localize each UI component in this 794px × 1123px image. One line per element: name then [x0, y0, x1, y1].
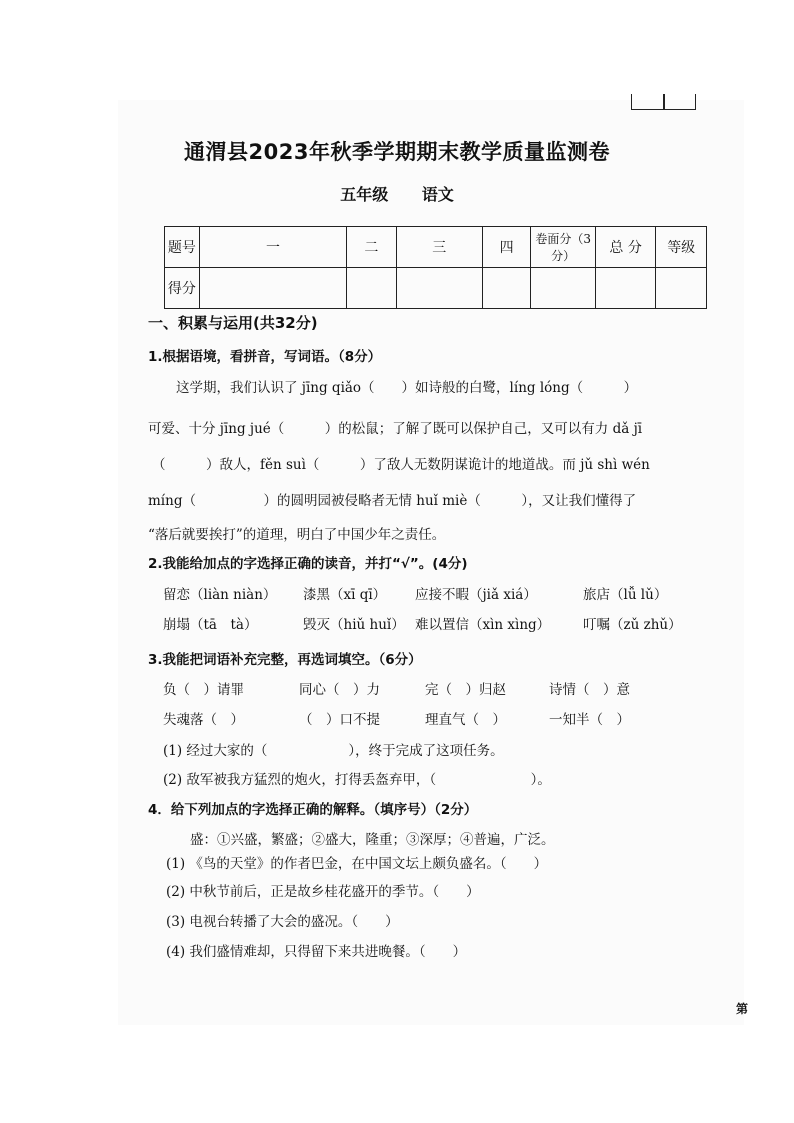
table-header-cell: 等级 [656, 227, 707, 268]
table-header-cell: 一 [199, 227, 346, 268]
question-2-row [163, 583, 667, 603]
question-4-item[interactable]: (3) 电视台转播了大会的盛况。（ ） [166, 914, 399, 930]
score-cell[interactable] [531, 268, 596, 309]
question-2-row [163, 613, 682, 633]
pinyin-choice[interactable]: 毁灭（hiǔ huǐ） [303, 617, 405, 633]
question-1-title: 1.根据语境，看拼音，写词语。（8分） [148, 349, 382, 365]
definition-list: 盛：①兴盛，繁盛；②盛大，隆重；③深厚；④普遍，广泛。 [190, 832, 555, 848]
question-2-title: 2.我能给加点的字选择正确的读音，并打“√”。(4分) [148, 556, 468, 572]
table-row-label: 得分 [165, 268, 200, 309]
score-cell[interactable] [199, 268, 346, 309]
idiom-blank[interactable]: 失魂落（ ） [163, 712, 244, 728]
pinyin-choice[interactable]: 应接不暇（jiǎ xiá） [415, 587, 537, 603]
section-heading: 一、积累与运用(共32分) [148, 314, 318, 332]
score-cell[interactable] [347, 268, 397, 309]
question-1-line: míng（ ）的圆明园被侵略者无情 huǐ miè（ ），又让我们懂得了 [148, 493, 637, 509]
seat-number-box [631, 94, 696, 110]
pinyin-choice[interactable]: 难以置信（xìn xìng） [415, 617, 551, 633]
exam-title: 通渭县2023年秋季学期期末教学质量监测卷 [184, 140, 610, 164]
pinyin-choice[interactable]: 崩塌（tā tà） [163, 617, 258, 633]
question-3-row [163, 678, 630, 698]
question-4-item[interactable]: (4) 我们盛情难却，只得留下来共进晚餐。（ ） [166, 944, 467, 960]
score-cell[interactable] [396, 268, 482, 309]
table-header-cell: 三 [396, 227, 482, 268]
table-header-cell: 四 [482, 227, 531, 268]
exam-subtitle [0, 182, 794, 205]
question-1-line: “落后就要挨打”的道理，明白了中国少年之责任。 [148, 527, 446, 543]
table-header-cell: 二 [347, 227, 397, 268]
question-4-item[interactable]: (1) 《鸟的天堂》的作者巴金，在中国文坛上颇负盛名。（ ） [166, 856, 548, 872]
question-3-row [163, 708, 630, 728]
question-1-line: 可爱、十分 jīng jué（ ）的松鼠；了解了既可以保护自己，又可以有力 dǎ jī [148, 421, 643, 437]
question-1-line: （ ）敌人，fěn suì（ ）了敌人无数阴谋诡计的地道战。而 jǔ shì wén [152, 457, 650, 473]
question-3-title: 3.我能把词语补充完整，再选词填空。（6分） [148, 652, 422, 668]
pinyin-choice[interactable]: 叮嘱（zǔ zhǔ） [583, 617, 682, 633]
fill-sentence[interactable]: (1) 经过大家的（ ），终于完成了这项任务。 [163, 743, 504, 759]
idiom-blank[interactable]: 完（ ）归赵 [425, 682, 506, 698]
table-header-cell: 题号 [165, 227, 200, 268]
pinyin-choice[interactable]: 漆黑（xī qī） [303, 587, 387, 603]
score-cell[interactable] [656, 268, 707, 309]
idiom-blank[interactable]: 一知半（ ） [549, 712, 630, 728]
pinyin-choice[interactable]: 留恋（liàn niàn） [163, 587, 277, 603]
question-1-line: 这学期，我们认识了 jīng qiǎo（ ）如诗般的白鹭，líng lóng（ ） [176, 380, 638, 396]
question-4-item[interactable]: (2) 中秋节前后，正是故乡桂花盛开的季节。（ ） [166, 884, 480, 900]
subject-label: 语文 [421, 185, 454, 204]
table-header-cell: 卷面分（3分） [531, 227, 596, 268]
table-header-cell: 总 分 [595, 227, 655, 268]
pinyin-choice[interactable]: 旅店（lǚ lǔ） [583, 587, 668, 603]
page-number-mark: 第 [736, 1002, 749, 1016]
idiom-blank[interactable]: 负（ ）请罪 [163, 682, 244, 698]
question-4-title: 4．给下列加点的字选择正确的解释。（填序号）（2分） [148, 802, 478, 818]
score-table [164, 226, 707, 309]
grade-label: 五年级 [340, 185, 389, 204]
idiom-blank[interactable]: （ ）口不提 [299, 712, 380, 728]
score-cell[interactable] [482, 268, 531, 309]
score-cell[interactable] [595, 268, 655, 309]
idiom-blank[interactable]: 诗情（ ）意 [549, 682, 630, 698]
idiom-blank[interactable]: 同心（ ）力 [299, 682, 380, 698]
fill-sentence[interactable]: (2) 敌军被我方猛烈的炮火，打得丢盔弃甲，（ ）。 [163, 772, 551, 788]
idiom-blank[interactable]: 理直气（ ） [425, 712, 506, 728]
